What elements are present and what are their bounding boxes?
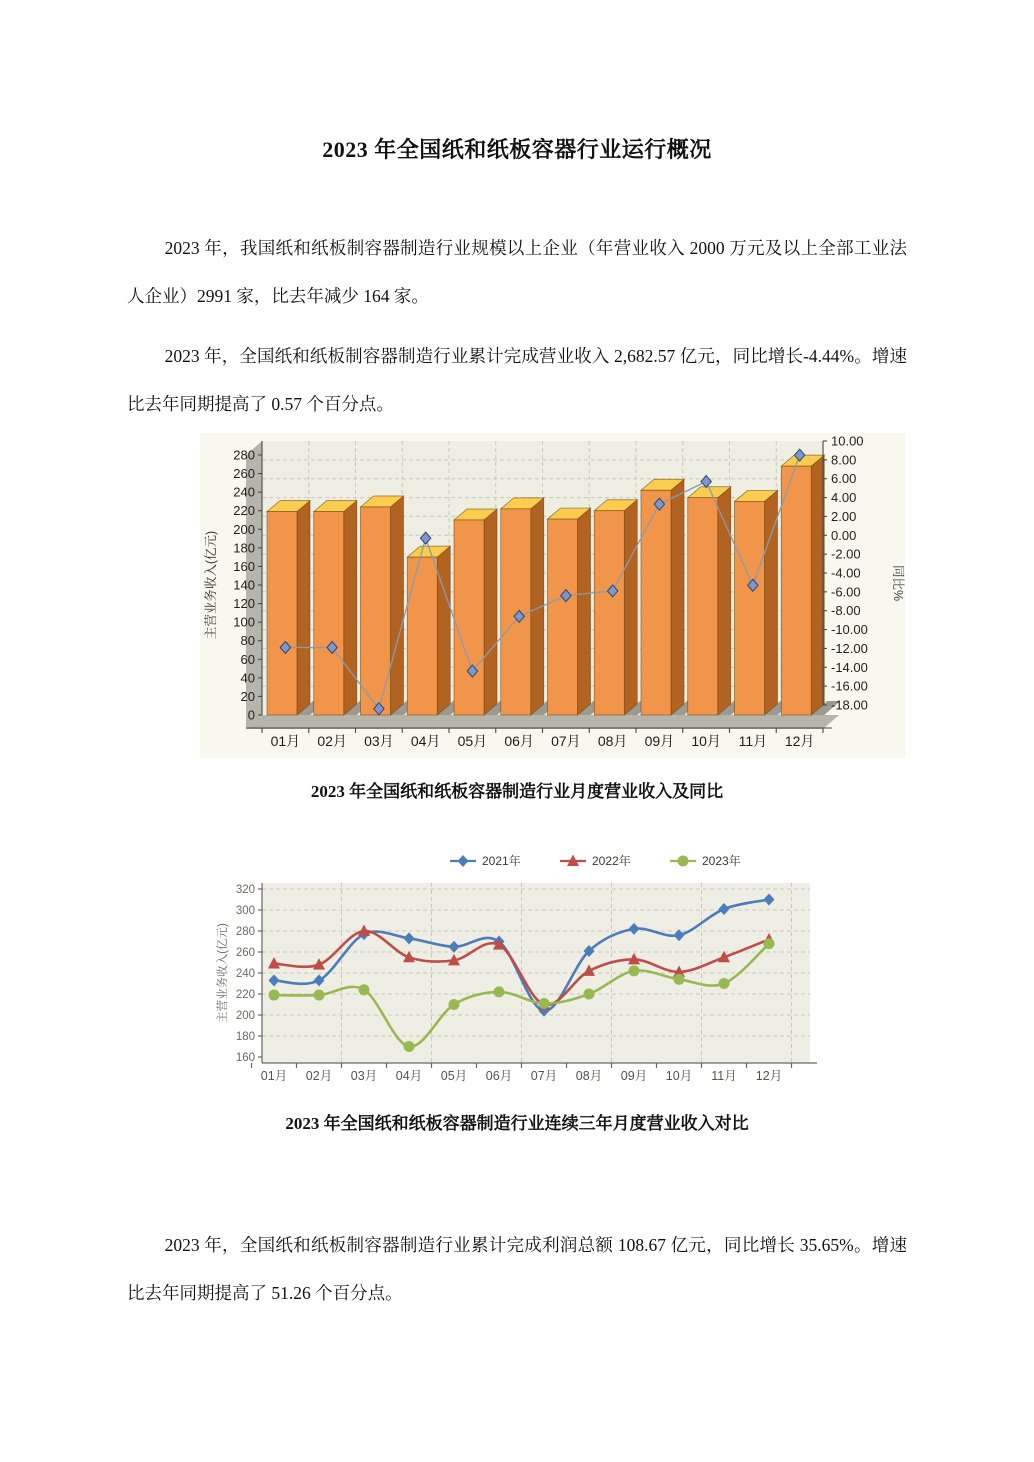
bar-month-01月 bbox=[267, 501, 310, 715]
bar-month-11月 bbox=[735, 490, 778, 715]
right-tick-label: 4.00 bbox=[831, 490, 857, 506]
paragraph-revenue: 2023 年，全国纸和纸板制容器制造行业累计完成营业收入 2,682.57 亿元，同比增长-4.44%。增速比去年同期提高了 0.57 个百分点。 bbox=[127, 346, 907, 414]
bar-line-chart bbox=[200, 433, 905, 758]
y-tick-label: 320 bbox=[235, 884, 255, 896]
left-tick-label: 100 bbox=[233, 614, 255, 630]
y-tick-label: 180 bbox=[235, 1031, 255, 1043]
right-tick-label: -10.00 bbox=[831, 622, 868, 638]
legend-label: 2022年 bbox=[592, 854, 631, 868]
month-label: 09月 bbox=[620, 1069, 648, 1083]
circle-marker bbox=[359, 984, 370, 995]
bar-front-face bbox=[407, 557, 437, 715]
legend bbox=[450, 853, 741, 868]
month-label: 10月 bbox=[665, 1069, 693, 1083]
month-label: 04月 bbox=[410, 733, 441, 749]
month-label: 12月 bbox=[784, 733, 815, 749]
bar-side-face bbox=[391, 496, 404, 715]
y-tick-label: 160 bbox=[235, 1052, 255, 1064]
legend-item-2023年 bbox=[670, 853, 741, 868]
y-tick-label: 200 bbox=[235, 1010, 255, 1022]
right-tick-label: 8.00 bbox=[831, 452, 857, 468]
right-tick-label: -2.00 bbox=[831, 546, 861, 562]
bar-side-face bbox=[437, 546, 450, 715]
chart-three-year-comparison bbox=[212, 843, 837, 1093]
bar-month-07月 bbox=[548, 508, 591, 715]
legend-item-2021年 bbox=[450, 853, 521, 868]
circle-marker bbox=[494, 986, 505, 997]
bar-front-face bbox=[641, 490, 671, 715]
right-tick-label: -6.00 bbox=[831, 584, 861, 600]
left-tick-label: 220 bbox=[233, 503, 255, 519]
bar-front-face bbox=[688, 498, 718, 715]
diamond-marker bbox=[458, 855, 469, 867]
right-tick-label: -4.00 bbox=[831, 565, 861, 581]
legend-label: 2021年 bbox=[482, 854, 521, 868]
month-label: 09月 bbox=[644, 733, 675, 749]
y-tick-label: 280 bbox=[235, 926, 255, 938]
circle-marker bbox=[584, 989, 595, 1000]
bar-side-face bbox=[671, 479, 684, 715]
y-tick-label: 240 bbox=[235, 968, 255, 980]
bar-month-12月 bbox=[781, 455, 824, 715]
legend-label: 2023年 bbox=[702, 854, 741, 868]
right-tick-label: 2.00 bbox=[831, 508, 857, 524]
page-title: 2023 年全国纸和纸板容器行业运行概况 bbox=[322, 137, 712, 162]
bar-month-02月 bbox=[314, 501, 357, 715]
bar-front-face bbox=[454, 520, 484, 715]
right-tick-label: 0.00 bbox=[831, 527, 857, 543]
circle-marker bbox=[539, 998, 550, 1009]
month-label: 07月 bbox=[551, 733, 581, 749]
right-tick-label: -12.00 bbox=[831, 640, 868, 656]
bar-side-face bbox=[624, 500, 637, 715]
bar-side-face bbox=[344, 501, 357, 715]
circle-marker bbox=[449, 999, 460, 1010]
circle-marker bbox=[629, 965, 640, 976]
y-tick-label: 300 bbox=[235, 905, 255, 917]
left-tick-label: 20 bbox=[240, 688, 255, 704]
month-label: 01月 bbox=[270, 733, 301, 749]
paragraph-enterprises: 2023 年，我国纸和纸板制容器制造行业规模以上企业（年营业收入 2000 万元及以上全部工业法人企业）2991 家，比去年减少 164 家。 bbox=[127, 238, 907, 306]
bar-front-face bbox=[267, 512, 297, 715]
bar-month-04月 bbox=[407, 546, 450, 715]
right-tick-label: -16.00 bbox=[831, 678, 868, 694]
bar-front-face bbox=[314, 512, 344, 715]
circle-marker bbox=[314, 990, 325, 1001]
left-tick-label: 200 bbox=[233, 521, 255, 537]
bar-front-face bbox=[548, 519, 578, 715]
bar-month-05月 bbox=[454, 509, 497, 715]
month-label: 11月 bbox=[738, 733, 768, 749]
circle-marker bbox=[764, 938, 775, 949]
month-label: 06月 bbox=[504, 733, 534, 749]
bar-front-face bbox=[735, 501, 765, 715]
left-tick-label: 260 bbox=[233, 466, 255, 482]
left-tick-label: 120 bbox=[233, 596, 255, 612]
left-tick-label: 80 bbox=[240, 633, 255, 649]
circle-marker bbox=[404, 1041, 415, 1052]
bar-month-08月 bbox=[594, 500, 637, 715]
right-axis-title: 同比% bbox=[891, 564, 905, 602]
month-label: 05月 bbox=[457, 733, 488, 749]
month-label: 08月 bbox=[575, 1069, 603, 1083]
chart-monthly-revenue-yoy bbox=[200, 433, 905, 758]
left-axis-title: 主营业务收入(亿元) bbox=[204, 530, 218, 640]
month-label: 07月 bbox=[530, 1069, 558, 1083]
left-tick-label: 240 bbox=[233, 484, 255, 500]
month-label: 02月 bbox=[305, 1069, 333, 1083]
paragraph-profit: 2023 年，全国纸和纸板制容器制造行业累计完成利润总额 108.67 亿元，同比增长 35.65%。增速比去年同期提高了 51.26 个百分点。 bbox=[127, 1235, 907, 1303]
circle-marker bbox=[678, 856, 689, 867]
left-tick-label: 160 bbox=[233, 558, 255, 574]
bar-front-face bbox=[501, 509, 531, 715]
circle-marker bbox=[269, 990, 280, 1001]
bar-month-03月 bbox=[361, 496, 404, 715]
month-label: 11月 bbox=[711, 1069, 737, 1083]
y-tick-label: 260 bbox=[235, 947, 255, 959]
month-label: 10月 bbox=[691, 733, 721, 749]
month-label: 03月 bbox=[364, 733, 394, 749]
month-label: 01月 bbox=[260, 1069, 288, 1083]
chart2-caption: 2023 年全国纸和纸板容器制造行业连续三年月度营业收入对比 bbox=[285, 1114, 749, 1133]
right-tick-label: 6.00 bbox=[831, 471, 857, 487]
bar-side-face bbox=[811, 455, 824, 715]
left-tick-label: 0 bbox=[247, 707, 255, 723]
right-tick-label: -18.00 bbox=[831, 697, 868, 713]
month-label: 03月 bbox=[350, 1069, 378, 1083]
left-tick-label: 180 bbox=[233, 540, 255, 556]
right-tick-label: -14.00 bbox=[831, 659, 868, 675]
bar-month-09月 bbox=[641, 479, 684, 715]
month-label: 04月 bbox=[395, 1069, 423, 1083]
month-label: 12月 bbox=[755, 1069, 783, 1083]
bar-side-face bbox=[484, 509, 497, 715]
month-label: 02月 bbox=[317, 733, 347, 749]
left-tick-label: 140 bbox=[233, 577, 255, 593]
circle-marker bbox=[674, 974, 685, 985]
floor-3d bbox=[246, 715, 839, 729]
bar-front-face bbox=[781, 466, 811, 715]
bar-side-face bbox=[297, 501, 310, 715]
left-tick-label: 280 bbox=[233, 447, 255, 463]
left-tick-label: 60 bbox=[240, 651, 255, 667]
y-axis-title: 主营业务收入(亿元) bbox=[217, 923, 229, 1023]
month-label: 08月 bbox=[597, 733, 628, 749]
bar-month-06月 bbox=[501, 498, 544, 715]
chart1-caption: 2023 年全国纸和纸板容器制造行业月度营业收入及同比 bbox=[310, 782, 724, 801]
right-tick-label: 10.00 bbox=[831, 433, 864, 449]
legend-item-2022年 bbox=[560, 853, 631, 868]
bar-side-face bbox=[578, 508, 591, 715]
circle-marker bbox=[719, 978, 730, 989]
month-label: 06月 bbox=[485, 1069, 513, 1083]
multi-line-chart bbox=[212, 843, 837, 1093]
left-tick-label: 40 bbox=[240, 670, 255, 686]
bar-front-face bbox=[594, 511, 624, 715]
right-tick-label: -8.00 bbox=[831, 603, 861, 619]
month-label: 05月 bbox=[440, 1069, 468, 1083]
y-tick-label: 220 bbox=[235, 989, 255, 1001]
